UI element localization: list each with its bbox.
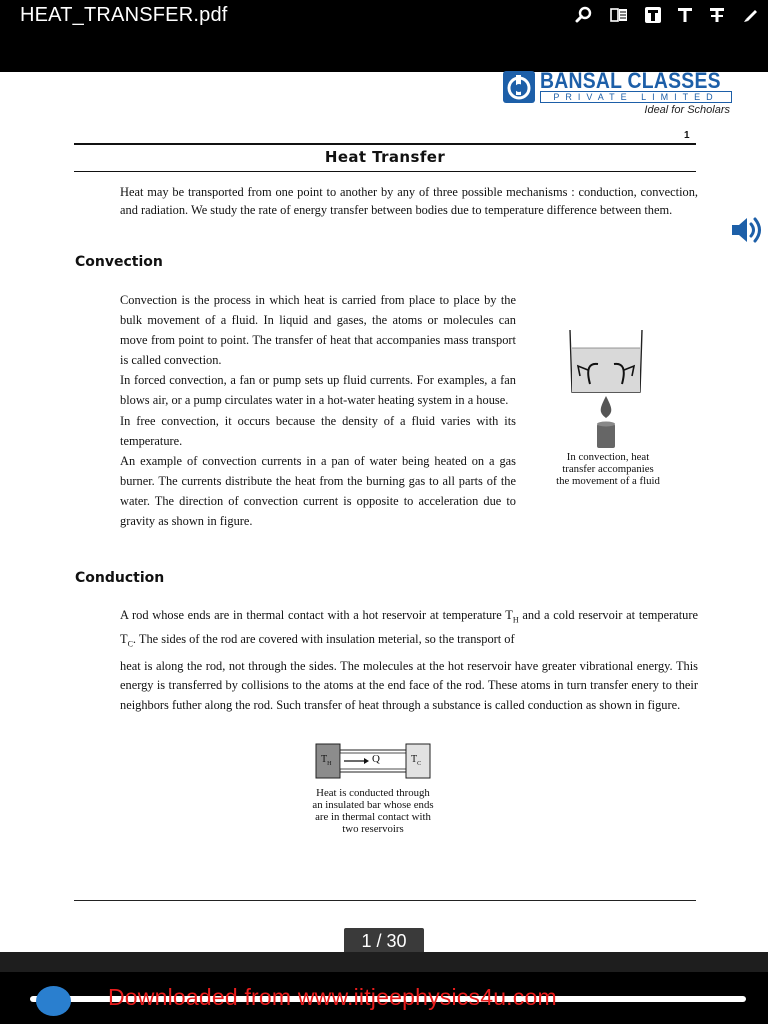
conduction-figure-caption: Heat is conducted through an insulated bar whose ends are in thermal contact with two reservoirs [312, 787, 434, 835]
document-title: HEAT_TRANSFER.pdf [20, 4, 228, 26]
bottom-toolbar-strip [0, 952, 768, 972]
convection-paragraph: In free convection, it occurs because the density of a fluid varies with its temperature. [120, 413, 516, 448]
convection-paragraph: An example of convection currents in a pan of water being heated on a gas burner. The currents distribute the heat from the burning gas to all parts of the water. The direction of convection current is opposite to acceleration due to gravity as shown in figure. [120, 453, 516, 529]
brand-logo [502, 70, 734, 118]
title-rule-bottom [74, 171, 696, 172]
top-toolbar [0, 0, 768, 72]
text-select-icon[interactable] [643, 6, 663, 24]
convection-paragraph: In forced convection, a fan or pump sets up fluid currents. For examples, a fan blows air, or a pump circulates water in a hot-water heating system in a house. [120, 373, 516, 408]
brand-tagline: Ideal for Scholars [644, 104, 730, 116]
page-title: Heat Transfer [324, 148, 446, 166]
page-footer-rule [74, 900, 696, 901]
printed-page-number: 1 [684, 130, 690, 141]
bookmarks-icon[interactable] [609, 6, 629, 24]
conduction-paragraph-1: A rod whose ends are in thermal contact with a hot reservoir at temperature $T_H$ and a cold reservoir at temperature $T_C$. The sides of the rod are covered with insulation meterial, so the transport of [120, 608, 698, 649]
convection-heading: Convection [75, 254, 163, 270]
hot-reservoir-label: $T_H$ [321, 754, 332, 767]
strikethrough-icon[interactable] [707, 6, 727, 24]
heat-flow-label: Q [372, 753, 380, 765]
brand-name: BANSAL CLASSES [540, 68, 721, 93]
text-icon[interactable] [675, 6, 695, 24]
download-watermark: Downloaded from www.iitjeephysics4u.com [108, 984, 557, 1010]
brand-subtitle: PRIVATE LIMITED [540, 91, 732, 103]
page-scrubber-thumb[interactable] [36, 986, 71, 1016]
convection-figure-caption: In convection, heat transfer accompanies the movement of a fluid [556, 451, 660, 487]
title-rule-top [74, 143, 696, 145]
conduction-figure [300, 740, 450, 786]
cold-reservoir-label: $T_C$ [411, 754, 422, 767]
convection-paragraph: Convection is the process in which heat is carried from place to place by the bulk movement of a fluid. In liquid and gases, the atoms or molecules can move from point to point. The transfer of heat that accompanies mass transport is called convection. [120, 293, 516, 368]
bansal-logo-icon [502, 70, 536, 104]
conduction-text [120, 606, 698, 715]
page-indicator: 1 / 30 [344, 928, 424, 955]
read-aloud-speaker-icon[interactable] [730, 214, 766, 246]
bottom-toolbar [0, 952, 768, 1024]
conduction-paragraph-2: heat is along the rod, not through the sides. The molecules at the hot reservoir have greater vibrational energy. This energy is transferred by collisions to the atoms at the end face of the rod. These atoms in turn transfer enery to their neighbors futher along the rod. Such transfer of heat through a substance is called conduction as shown in figure. [120, 658, 698, 712]
conduction-heading: Conduction [75, 570, 165, 586]
intro-paragraph: Heat may be transported from one point to another by any of three possible mechanisms : conduction, convection, and radiation. We study the rate of energy transfer between bodies due to temperature difference between them. [120, 185, 698, 217]
convection-text [120, 290, 516, 531]
edit-icon[interactable] [741, 6, 761, 24]
search-icon[interactable] [574, 6, 594, 24]
